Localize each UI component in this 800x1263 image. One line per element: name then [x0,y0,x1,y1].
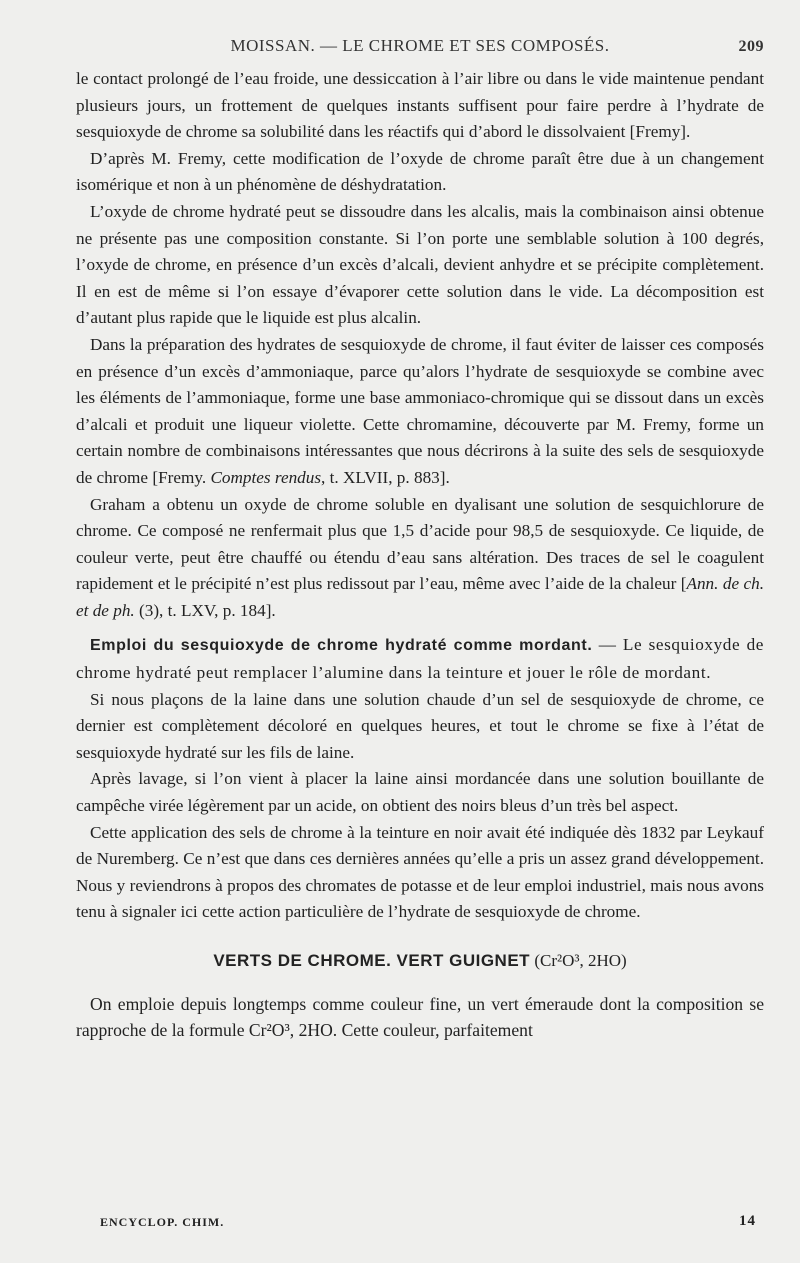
paragraph: Après lavage, si l’on vient à placer la laine ainsi mordancée dans une solution bouillante de campêche virée légèrement par un acide, on obtient des noirs bleus d’un très bel aspect. [76,769,764,816]
citation-ref: , t. XLVII, p. 883]. [321,467,450,487]
body-text [76,66,764,1043]
citation-ref: (3), t. LXV, p. 184]. [134,600,276,620]
paragraph: On emploie depuis longtemps comme couleur fine, un vert émeraude dont la composition se rapproche de la formule Cr²O³, 2HO. Cette couleur, parfaitement [76,993,764,1040]
running-head [76,36,764,66]
chapter-heading [76,948,764,975]
paragraph: Si nous plaçons de la laine dans une solution chaude d’un sel de sesquioxyde de chrome, ce dernier est complètement décoloré en quelques heures, et tout le chrome se fixe à l’état de sesquioxyde hydraté sur les fils de laine. [76,689,764,762]
section-heading [76,632,764,686]
signature-mark: 14 [739,1213,756,1229]
chapter-title: VERTS DE CHROME. VERT GUIGNET [213,951,531,970]
citation-title: Ann. de ch. et de ph. [76,574,764,620]
running-title: MOISSAN. — LE CHROME ET SES COMPOSÉS. [230,36,610,55]
footer-label: ENCYCLOP. CHIM. [100,1215,225,1229]
paragraph-text: Graham a obtenu un oxyde de chrome soluble en dyalisant une solution de sesquichlorure de chrome. Ce composé ne renfermait plus que 1,5 d’acide pour 98,5 de sesquioxyde. Ce liquide, de couleur verte, peut être chauffé ou étendu d’eau sans altération. Des traces de sel le coagulent rapidement et le précipité n’est plus redissout par l’eau, même avec l’aide de la chaleur [ [76,494,764,594]
section-lead: — Le sesquioxyde de chrome hydraté peut remplacer l’alumine dans la teinture et jouer le rôle de mordant. [76,635,764,683]
paragraph: le contact prolongé de l’eau froide, une dessiccation à l’air libre ou dans le vide maintenue pendant plusieurs jours, un frottement de quelques instants suffisent pour faire perdre à l’hydrate de sesquioxyde de chrome sa solubilité dans les réactifs qui d’abord le dissolvaient [Fremy]. [76,69,764,142]
page-footer [100,1215,756,1230]
paragraph [76,492,764,625]
chapter-formula: (Cr²O³, 2HO) [530,951,627,970]
citation-title: Comptes rendus [210,467,322,487]
paragraph [76,332,764,492]
paragraph: D’après M. Fremy, cette modification de l’oxyde de chrome paraît être due à un changement isomérique et non à un phénomène de déshydratation. [76,148,764,195]
paragraph: Cette application des sels de chrome à la teinture en noir avait été indiquée dès 1832 par Leykauf de Nuremberg. Ce n’est que dans ces dernières années qu’elle a pris un assez grand développement. Nous y reviendrons à propos des chromates de potasse et de leur emploi industriel, mais nous avons tenu à signaler ici cette action particulière de l’hydrate de sesquioxyde de chrome. [76,822,764,922]
section-title: Emploi du sesquioxyde de chrome hydraté comme mordant. [90,637,593,655]
page-number: 209 [738,38,764,55]
paragraph-text: Dans la préparation des hydrates de sesquioxyde de chrome, il faut éviter de laisser ces composés en présence d’un excès d’ammoniaque, parce qu’alors l’hydrate de sesquioxyde se combine avec les éléments de l’ammoniaque, forme une base ammoniaco-chromique qui se dissout dans un excès d’alcali et produit une liqueur violette. Cette chromamine, découverte par M. Fremy, forme un certain nombre de combinaisons intéressantes que nous décrirons à la suite des sels de sesquioxyde de chrome [Fremy. [76,334,764,487]
paragraph: L’oxyde de chrome hydraté peut se dissoudre dans les alcalis, mais la combinaison ainsi obtenue ne présente pas une composition constante. Si l’on porte une semblable solution à 100 degrés, l’oxyde de chrome, en présence d’un excès d’alcali, devient anhydre et se précipite complètement. Il en est de même si l’on essaye d’évaporer cette solution dans le vide. La décomposition est d’autant plus rapide que le liquide est plus alcalin. [76,201,764,328]
